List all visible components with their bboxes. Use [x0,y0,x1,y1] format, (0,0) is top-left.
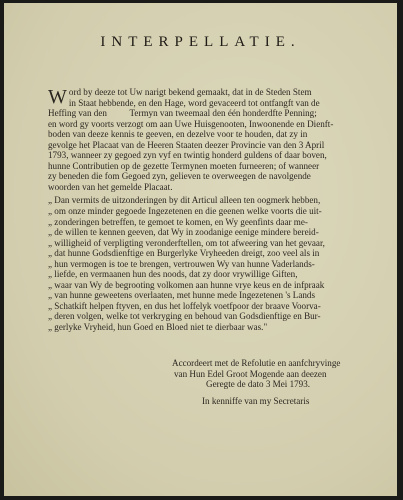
intro-line: gevolge het Placaat van de Heeren Staaten deezer Provincie van den 3 April [48,139,325,150]
closing-line: van Hun Edel Groot Mogende aan deezen [174,368,327,379]
intro-paragraph [48,87,374,192]
quote-line: „ dat hunne Godsdienftige en Burgerlyke Vryheeden dreigt, zoo veel als in [48,248,320,259]
intro-line: hunne Contributien op de gezette Termynen moeten furneeren; of wanneer [48,160,320,171]
quote-line: „ Dan vermits de uitzonderingen by dit Articul alleen ten oogmerk hebben, [48,195,321,206]
quote-line: „ waar van Wy de begrooting volkomen aan hunne vrye keus en de infpraak [48,279,325,290]
document-title: INTERPELLATIE. [100,34,301,50]
intro-line: in Staat hebbende, en den Hage, word gevaceerd tot ontfangft van de [68,97,320,108]
quote-line: „ hun vermogen is toe te brengen, vertrouwen Wy van hunne Vaderlands- [48,258,315,269]
quote-line: „ willigheid of verpligting veronderftellen, om tot afweering van het gevaar, [48,237,325,248]
quote-line: „ liefde, en vermaanen hun des noods, dat zy door vrywillige Giften, [48,269,298,280]
quote-line: „ zonderingen betreffen, te gemoet te komen, en Wy geenfints daar me- [48,216,308,227]
closing-line: Accordeert met de Refolutie en aanfchryvinge [172,358,341,368]
intro-line: Heffing van den Termyn van tweemaal den één honderdfte Penning; [48,108,317,119]
document-body [48,87,374,333]
quote-line: „ van hunne geweetens overlaaten, met hunne mede Ingezetenen 's Lands [48,290,316,301]
quote-line: „ om onze minder gegoede Ingezetenen en die geenen welke voorts die uit- [48,206,322,217]
document-sheet [4,3,397,496]
signature-line: In kenniffe van my Secretaris [202,396,310,406]
intro-line: en word gy voorts verzogt om aan Uwe Huisgenooten, Inwoonende en Dienft- [48,118,334,129]
quoted-article [48,195,374,332]
intro-line: ord by deeze tot Uw narigt bekend gemaakt, dat in de Steden Stem [68,87,312,97]
intro-line: zy beneden die fom Gegoed zyn, gelieven te overweegen de navolgende [48,171,311,182]
closing-statement [172,358,372,390]
intro-line: woorden van het gemelde Placaat. [48,181,173,192]
closing-line: Geregte de dato 3 Mei 1793. [206,379,311,390]
intro-line: boden van deeze kennis te geeven, en dezelve voor te houden, dat zy in [48,129,308,140]
intro-line: 1793, wanneer zy gegoed zyn vyf en twintig honderd guldens of daar boven, [48,150,327,161]
quote-line: „ de willen te kennen geeven, dat Wy in zoodanige eenige mindere bereid- [48,227,319,238]
drop-cap: W [48,86,67,108]
quote-line: „ gerlyke Vryheid, hun Goed en Bloed niet te dierbaar was." [48,322,268,333]
quote-line: „ Schatkift helpen ftyven, en dus het loffelyk voetfpoor der braave Voorva- [48,300,321,311]
quote-line: „ deren volgen, welke tot verkryging en behoud van Godsdienftige en Bur- [48,311,321,322]
